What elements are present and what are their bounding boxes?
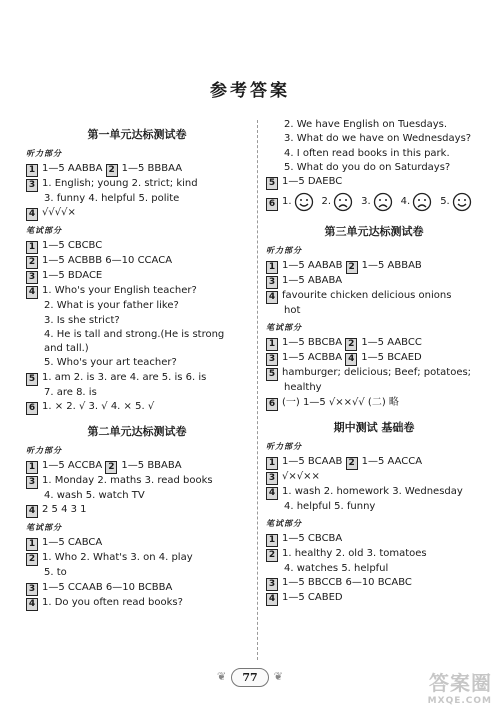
answer-line: 1 1—5 BBCBA 2 1—5 AABCC xyxy=(266,336,482,351)
answer-line: 3 1—5 ABABA xyxy=(266,274,482,289)
question-badge: 3 xyxy=(266,472,278,485)
answer-line: 1 1—5 AABAB 2 1—5 ABBAB xyxy=(266,259,482,274)
question-badge: 2 xyxy=(346,261,358,274)
column-divider xyxy=(257,120,258,660)
question-badge: 5 xyxy=(26,373,38,386)
page-title: 参考答案 xyxy=(210,81,290,101)
watermark-text: 答案圈 xyxy=(429,671,492,695)
answer-line: hot xyxy=(284,305,301,317)
answer-line: 5. What do you do on Saturdays? xyxy=(284,161,451,173)
question-badge: 1 xyxy=(266,457,278,470)
question-badge: 1 xyxy=(266,338,278,351)
unit3-listening-label: 听力部分 xyxy=(266,246,302,256)
answer-line: 5 1. am 2. is 3. are 4. are 5. is 6. is xyxy=(26,371,248,386)
question-badge: 1 xyxy=(266,534,278,547)
answer-line: 5 hamburger; delicious; Beef; potatoes; xyxy=(266,366,482,381)
answer-line: 3. What do we have on Wednesdays? xyxy=(284,133,472,145)
unit3-heading: 第三单元达标测试卷 xyxy=(324,225,424,239)
question-badge: 2 xyxy=(345,338,357,351)
question-badge: 2 xyxy=(26,553,38,566)
answer-line: 4. I often read books in this park. xyxy=(284,147,450,159)
midterm-heading: 期中测试 基础卷 xyxy=(333,420,415,434)
face-answers xyxy=(282,190,478,214)
answer-line: 5 1—5 DAEBC xyxy=(266,175,482,190)
page-number: 77 xyxy=(231,668,268,687)
answer-line: 3 1—5 ACBBA 4 1—5 BCAED xyxy=(266,351,482,366)
answer-line: 6 1. × 2. √ 3. √ 4. × 5. √ xyxy=(26,400,248,415)
question-badge: 4 xyxy=(266,593,278,606)
unit1-listening-label: 听力部分 xyxy=(26,149,62,158)
question-badge: 2 xyxy=(346,457,358,470)
answer-line: 4 2 5 4 3 1 xyxy=(26,503,248,518)
unit3-writing-label: 笔试部分 xyxy=(266,323,302,333)
question-badge: 6 xyxy=(266,198,278,211)
answer-line: 4. helpful 5. funny xyxy=(284,500,376,512)
answer-line: 4 1. Do you often read books? xyxy=(26,596,248,611)
question-badge: 3 xyxy=(26,476,38,489)
answer-line: 2. We have English on Tuesdays. xyxy=(284,119,448,130)
question-badge: 1 xyxy=(26,461,38,474)
answer-line: 1 1—5 CBCBC xyxy=(26,239,248,254)
answer-line: 4 1. wash 2. homework 3. Wednesday xyxy=(266,485,482,500)
face-answer-line xyxy=(266,190,482,215)
answer-line: 3. Is she strict? xyxy=(44,314,120,326)
answer-line: 1 1—5 CBCBA xyxy=(266,532,482,547)
answer-line: 4. He is tall and strong.(He is strong xyxy=(44,328,225,340)
question-badge: 6 xyxy=(266,398,278,411)
question-badge: 2 xyxy=(26,256,38,269)
answer-line: 2 1. healthy 2. old 3. tomatoes xyxy=(266,547,482,562)
answer-line: 1 1—5 CABCA xyxy=(26,536,248,551)
answer-line: 2 1—5 ACBBB 6—10 CCACA xyxy=(26,254,248,269)
question-badge: 5 xyxy=(266,368,278,381)
answer-line: 4. watches 5. helpful xyxy=(284,563,389,575)
question-badge: 4 xyxy=(266,487,278,500)
answer-line: 2 1. Who 2. What's 3. on 4. play xyxy=(26,551,248,566)
answer-line: 4. wash 5. watch TV xyxy=(44,490,145,502)
question-badge: 4 xyxy=(26,286,38,299)
question-badge: 3 xyxy=(26,583,38,596)
question-badge: 4 xyxy=(266,291,278,304)
answer-line: 5. Who's your art teacher? xyxy=(44,357,177,369)
question-badge: 3 xyxy=(266,276,278,289)
page-number-badge xyxy=(0,666,500,687)
answer-line: 3 √×√×× xyxy=(266,470,482,485)
wing-left-icon: ❦ xyxy=(217,670,227,683)
question-badge: 1 xyxy=(26,538,38,551)
question-badge: 6 xyxy=(26,402,38,415)
unit1-writing-label: 笔试部分 xyxy=(26,226,62,236)
answer-line: 1 1—5 BCAAB 2 1—5 AACCA xyxy=(266,455,482,470)
unit2-heading: 第二单元达标测试卷 xyxy=(87,425,187,439)
smile-face-icon xyxy=(452,192,472,212)
question-badge: 5 xyxy=(266,177,278,190)
question-badge: 4 xyxy=(26,505,38,518)
right-column xyxy=(266,118,482,606)
answer-line: 3 1. English; young 2. strict; kind xyxy=(26,177,248,192)
question-badge: 4 xyxy=(26,598,38,611)
question-badge: 4 xyxy=(345,353,357,366)
question-badge: 3 xyxy=(26,271,38,284)
face-number: 4. xyxy=(400,196,411,208)
midterm-writing-label: 笔试部分 xyxy=(266,519,302,529)
midterm-listening-label: 听力部分 xyxy=(266,441,302,451)
question-badge: 3 xyxy=(26,179,38,192)
left-column xyxy=(26,118,248,611)
answer-line: 4 favourite chicken delicious onions xyxy=(266,289,482,304)
watermark-url: MXQE.COM xyxy=(427,696,492,706)
unit1-heading: 第一单元达标测试卷 xyxy=(87,128,187,141)
question-badge: 1 xyxy=(26,164,38,177)
face-number: 5. xyxy=(440,196,450,208)
frown-face-icon xyxy=(373,192,393,212)
answer-line: 3 1. Monday 2. maths 3. read books xyxy=(26,474,248,489)
frown-face-icon xyxy=(333,192,353,212)
answer-line: 1 1—5 AABBA 2 1—5 BBBAA xyxy=(26,162,248,177)
frown-face-icon xyxy=(412,192,432,212)
wing-right-icon: ❦ xyxy=(273,670,283,683)
answer-line: 4 1. Who's your English teacher? xyxy=(26,284,248,299)
answer-line: 6 (一) 1—5 √××√√ (二) 略 xyxy=(266,396,482,411)
question-badge: 3 xyxy=(266,353,278,366)
question-badge: 4 xyxy=(26,208,38,221)
answer-line: 3 1—5 BBCCB 6—10 BCABC xyxy=(266,576,482,591)
answer-line: 4 √√√√× xyxy=(26,206,248,221)
question-badge: 2 xyxy=(105,461,117,474)
face-number: 2. xyxy=(321,196,332,208)
answer-line: 4 1—5 CABED xyxy=(266,591,482,606)
answer-line: 3. funny 4. helpful 5. polite xyxy=(44,193,180,204)
question-badge: 2 xyxy=(106,164,118,177)
answer-line: 3 1—5 BDACE xyxy=(26,269,248,284)
answer-line: 5. to xyxy=(44,567,67,579)
question-badge: 1 xyxy=(266,261,278,274)
answer-line: 7. are 8. is xyxy=(44,386,97,398)
answer-line: 2. What is your father like? xyxy=(44,300,179,312)
face-number: 1. xyxy=(282,196,292,208)
face-number: 3. xyxy=(361,196,371,208)
smile-face-icon xyxy=(294,192,314,212)
question-badge: 3 xyxy=(266,578,278,591)
answer-line: and tall.) xyxy=(44,343,89,355)
answer-line: 1 1—5 ACCBA 2 1—5 BBABA xyxy=(26,459,248,474)
unit2-listening-label: 听力部分 xyxy=(26,446,62,456)
watermark-logo xyxy=(428,667,492,706)
answer-line: 3 1—5 CCAAB 6—10 BCBBA xyxy=(26,581,248,596)
question-badge: 2 xyxy=(266,549,278,562)
question-badge: 1 xyxy=(26,241,38,254)
answer-line: healthy xyxy=(284,382,322,394)
unit2-writing-label: 笔试部分 xyxy=(26,523,62,533)
